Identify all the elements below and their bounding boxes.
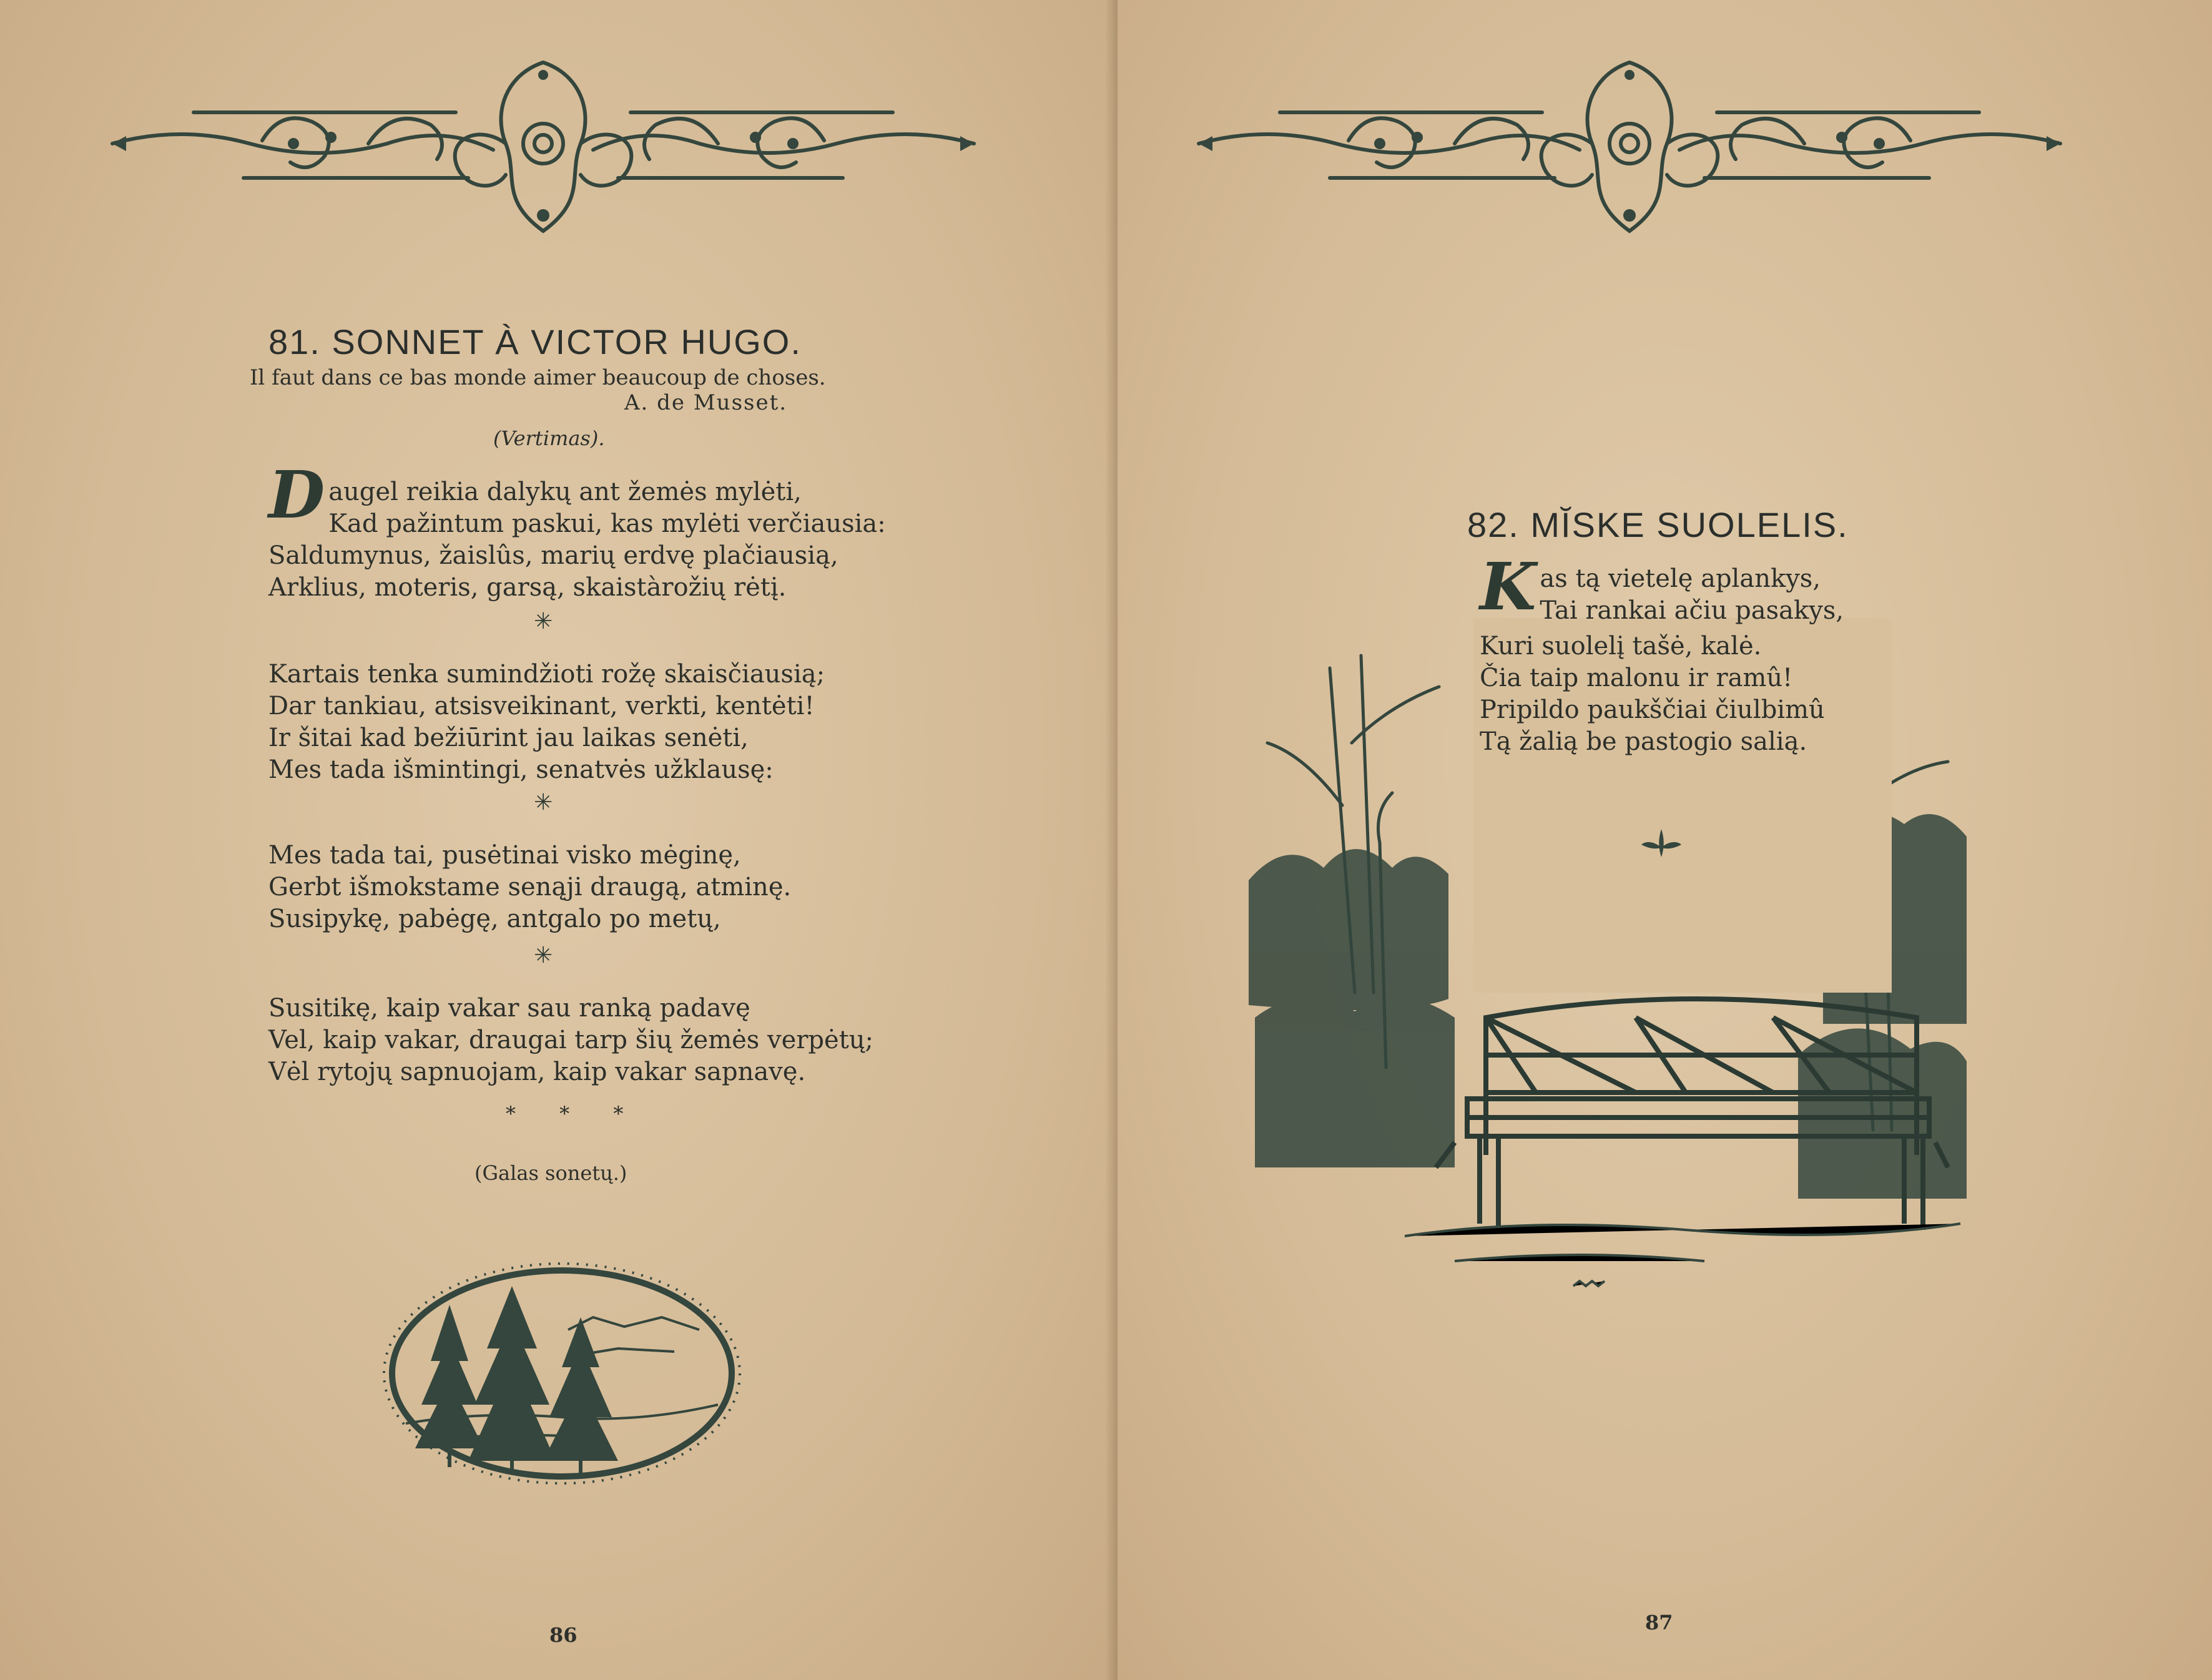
ending-note: (Galas sonetų.) [474, 1161, 627, 1185]
stanza-line: Vel, kaip vakar, draugai tarp šių žemės verpėtų; [268, 1026, 874, 1054]
stanza-line: Arklius, moteris, garsą, skaistàrožių rėtį. [268, 573, 787, 602]
stanza-line: Mes tada tai, pusėtinai visko mėginę, [268, 841, 741, 870]
header-ornament-left [106, 50, 980, 237]
stanza-line: augel reikia dalykų ant žemės mylėti, [328, 478, 802, 506]
stanza-line: Kartais tenka sumindžioti rožę skaisčiausią; [268, 660, 825, 689]
stanza-1 [268, 456, 955, 540]
right-page [1118, 0, 2212, 1680]
poem-verse-rest [1480, 631, 1825, 758]
asterism: * * * [506, 1102, 642, 1126]
epigraph-author: A. de Musset. [624, 390, 788, 415]
stanza-separator: ✳ [534, 790, 553, 815]
drop-cap: K [1480, 548, 1536, 625]
page-number: 86 [549, 1623, 578, 1647]
epigraph-line: Il faut dans ce bas monde aimer beaucoup de choses. [250, 365, 826, 390]
translation-note: (Vertimas). [493, 426, 605, 450]
verse-line: Tą žalią be pastogio salią. [1480, 727, 1807, 756]
stanza-3 [268, 840, 791, 935]
stanza-line: Susipykę, pabėgę, antgalo po metų, [268, 905, 721, 933]
fleuron-icon [1639, 823, 1683, 860]
header-ornament-right [1192, 50, 2067, 237]
stanza-line: Ir šitai kad bežiūrint jau laikas senėti, [268, 724, 749, 752]
stanza-line: Gerbt išmokstame senąji draugą, atminę. [268, 873, 792, 901]
verse-line: Kuri suolelį tašė, kalė. [1480, 632, 1762, 661]
stanza-separator: ✳ [534, 609, 553, 634]
stanza-2 [268, 659, 825, 786]
stanza-1-lines [268, 540, 838, 604]
stanza-4 [268, 993, 873, 1088]
poem-verse [1480, 548, 1917, 627]
verse-line: Pripildo paukščiai čiulbimû [1480, 695, 1825, 724]
stanza-line: Kad pažintum paskui, kas mylėti verčiausia: [328, 509, 886, 538]
stanza-line: Dar tankiau, atsisveikinant, verkti, kentėti! [268, 692, 815, 720]
stanza-line: Saldumynus, žaislûs, marių erdvę plačiausią, [268, 541, 838, 570]
pine-forest-vignette [381, 1261, 743, 1486]
verse-line: as tą vietelę aplankys, [1540, 564, 1821, 593]
verse-line: Tai rankai ačiu pasakys, [1540, 596, 1844, 625]
stanza-line: Mes tada išmintingi, senatvės užklausę: [268, 755, 774, 784]
drop-cap: D [268, 456, 325, 533]
stanza-line: Vėl rytojų sapnuojam, kaip vakar sapnavę. [268, 1058, 806, 1086]
poem-title: 82. MĬSKE SUOLELIS. [1467, 505, 1849, 544]
stanza-separator: ✳ [534, 943, 553, 968]
verse-line: Čia taip malonu ir ramû! [1480, 664, 1793, 692]
page-number: 87 [1645, 1611, 1673, 1634]
poem-title: 81. SONNET À VICTOR HUGO. [268, 322, 802, 361]
stanza-line: Susitikę, kaip vakar sau ranką padavę [268, 994, 750, 1023]
